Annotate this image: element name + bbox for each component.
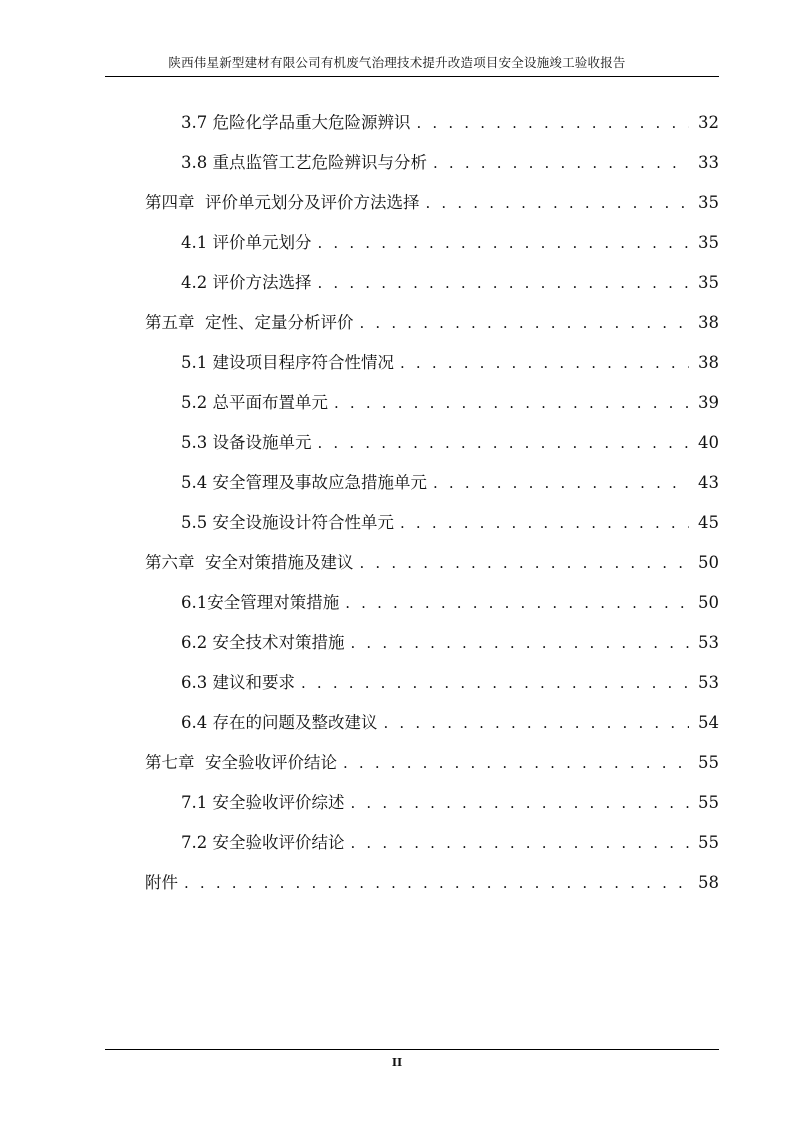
toc-entry-appendix[interactable] xyxy=(145,870,719,896)
toc-entry-label: 6.2 安全技术对策措施 xyxy=(181,633,345,652)
toc-entry-label: 第四章 评价单元划分及评价方法选择 xyxy=(145,193,420,212)
toc-dot-leader xyxy=(426,190,690,216)
toc-entry-label: 第六章 安全对策措施及建议 xyxy=(145,553,354,572)
toc-entry-label: 4.1 评价单元划分 xyxy=(181,233,312,252)
toc-dot-leader xyxy=(351,790,690,816)
toc-entry-chapter-6[interactable] xyxy=(145,550,719,576)
toc-entry-page: 39 xyxy=(698,393,719,412)
toc-entry-label: 7.1 安全验收评价综述 xyxy=(181,793,345,812)
toc-dot-leader xyxy=(184,870,689,896)
toc-dot-leader xyxy=(343,750,689,776)
toc-entry-6-3[interactable] xyxy=(181,670,719,696)
toc-entry-page: 54 xyxy=(698,713,719,732)
toc-dot-leader xyxy=(318,430,690,456)
toc-entry-3-7[interactable] xyxy=(181,110,719,136)
toc-dot-leader xyxy=(384,710,690,736)
header-rule xyxy=(105,76,719,77)
toc-entry-5-1[interactable] xyxy=(181,350,719,376)
toc-entry-3-8[interactable] xyxy=(181,150,719,176)
toc-entry-page: 38 xyxy=(698,353,719,372)
toc-entry-page: 53 xyxy=(698,673,719,692)
toc-entry-page: 38 xyxy=(698,313,719,332)
toc-entry-label: 附件 xyxy=(145,873,178,892)
toc-entry-page: 35 xyxy=(698,193,719,212)
toc-dot-leader xyxy=(433,150,689,176)
toc-entry-page: 55 xyxy=(698,833,719,852)
toc-entry-6-4[interactable] xyxy=(181,710,719,736)
toc-dot-leader xyxy=(334,390,689,416)
toc-entry-page: 33 xyxy=(698,153,719,172)
toc-entry-label: 7.2 安全验收评价结论 xyxy=(181,833,345,852)
toc-entry-page: 50 xyxy=(698,553,719,572)
toc-entry-page: 35 xyxy=(698,233,719,252)
footer-rule xyxy=(105,1049,719,1050)
toc-dot-leader xyxy=(360,310,690,336)
toc-dot-leader xyxy=(318,270,690,296)
toc-entry-label: 5.4 安全管理及事故应急措施单元 xyxy=(181,473,427,492)
toc-entry-5-2[interactable] xyxy=(181,390,719,416)
toc-entry-page: 40 xyxy=(698,433,719,452)
toc-entry-page: 45 xyxy=(698,513,719,532)
toc-entry-4-1[interactable] xyxy=(181,230,719,256)
toc-dot-leader xyxy=(433,470,689,496)
toc-dot-leader xyxy=(400,510,689,536)
toc-entry-label: 3.8 重点监管工艺危险辨识与分析 xyxy=(181,153,427,172)
toc-entry-label: 6.1安全管理对策措施 xyxy=(181,593,340,612)
toc-entry-chapter-4[interactable] xyxy=(145,190,719,216)
page-number: II xyxy=(391,1056,403,1069)
toc-entry-chapter-7[interactable] xyxy=(145,750,719,776)
toc-dot-leader xyxy=(301,670,689,696)
toc-entry-label: 6.4 存在的问题及整改建议 xyxy=(181,713,378,732)
toc-entry-page: 55 xyxy=(698,793,719,812)
toc-entry-6-2[interactable] xyxy=(181,630,719,656)
toc-entry-page: 35 xyxy=(698,273,719,292)
toc-entry-page: 58 xyxy=(698,873,719,892)
toc-entry-label: 4.2 评价方法选择 xyxy=(181,273,312,292)
toc-dot-leader xyxy=(318,230,690,256)
toc-dot-leader xyxy=(351,830,690,856)
toc-entry-label: 第五章 定性、定量分析评价 xyxy=(145,313,354,332)
toc-entry-label: 5.5 安全设施设计符合性单元 xyxy=(181,513,394,532)
toc-entry-page: 53 xyxy=(698,633,719,652)
toc-entry-5-3[interactable] xyxy=(181,430,719,456)
toc-entry-label: 3.7 危险化学品重大危险源辨识 xyxy=(181,113,411,132)
toc-entry-5-5[interactable] xyxy=(181,510,719,536)
toc-entry-7-1[interactable] xyxy=(181,790,719,816)
document-header-title: 陕西伟星新型建材有限公司有机废气治理技术提升改造项目安全设施竣工验收报告 xyxy=(168,55,626,70)
toc-entry-page: 50 xyxy=(698,593,719,612)
toc-entry-page: 32 xyxy=(698,113,719,132)
toc-entry-6-1[interactable] xyxy=(181,590,719,616)
toc-entry-label: 5.3 设备设施单元 xyxy=(181,433,312,452)
toc-entry-label: 5.1 建设项目程序符合性情况 xyxy=(181,353,394,372)
toc-entry-4-2[interactable] xyxy=(181,270,719,296)
toc-entry-page: 43 xyxy=(698,473,719,492)
toc-entry-chapter-5[interactable] xyxy=(145,310,719,336)
toc-entry-7-2[interactable] xyxy=(181,830,719,856)
toc-dot-leader xyxy=(345,590,689,616)
toc-entry-page: 55 xyxy=(698,753,719,772)
toc-dot-leader xyxy=(351,630,690,656)
toc-entry-label: 5.2 总平面布置单元 xyxy=(181,393,328,412)
toc-entry-label: 6.3 建议和要求 xyxy=(181,673,295,692)
toc-dot-leader xyxy=(417,110,690,136)
toc-entry-5-4[interactable] xyxy=(181,470,719,496)
toc-dot-leader xyxy=(360,550,690,576)
toc-dot-leader xyxy=(400,350,689,376)
toc-entry-label: 第七章 安全验收评价结论 xyxy=(145,753,337,772)
